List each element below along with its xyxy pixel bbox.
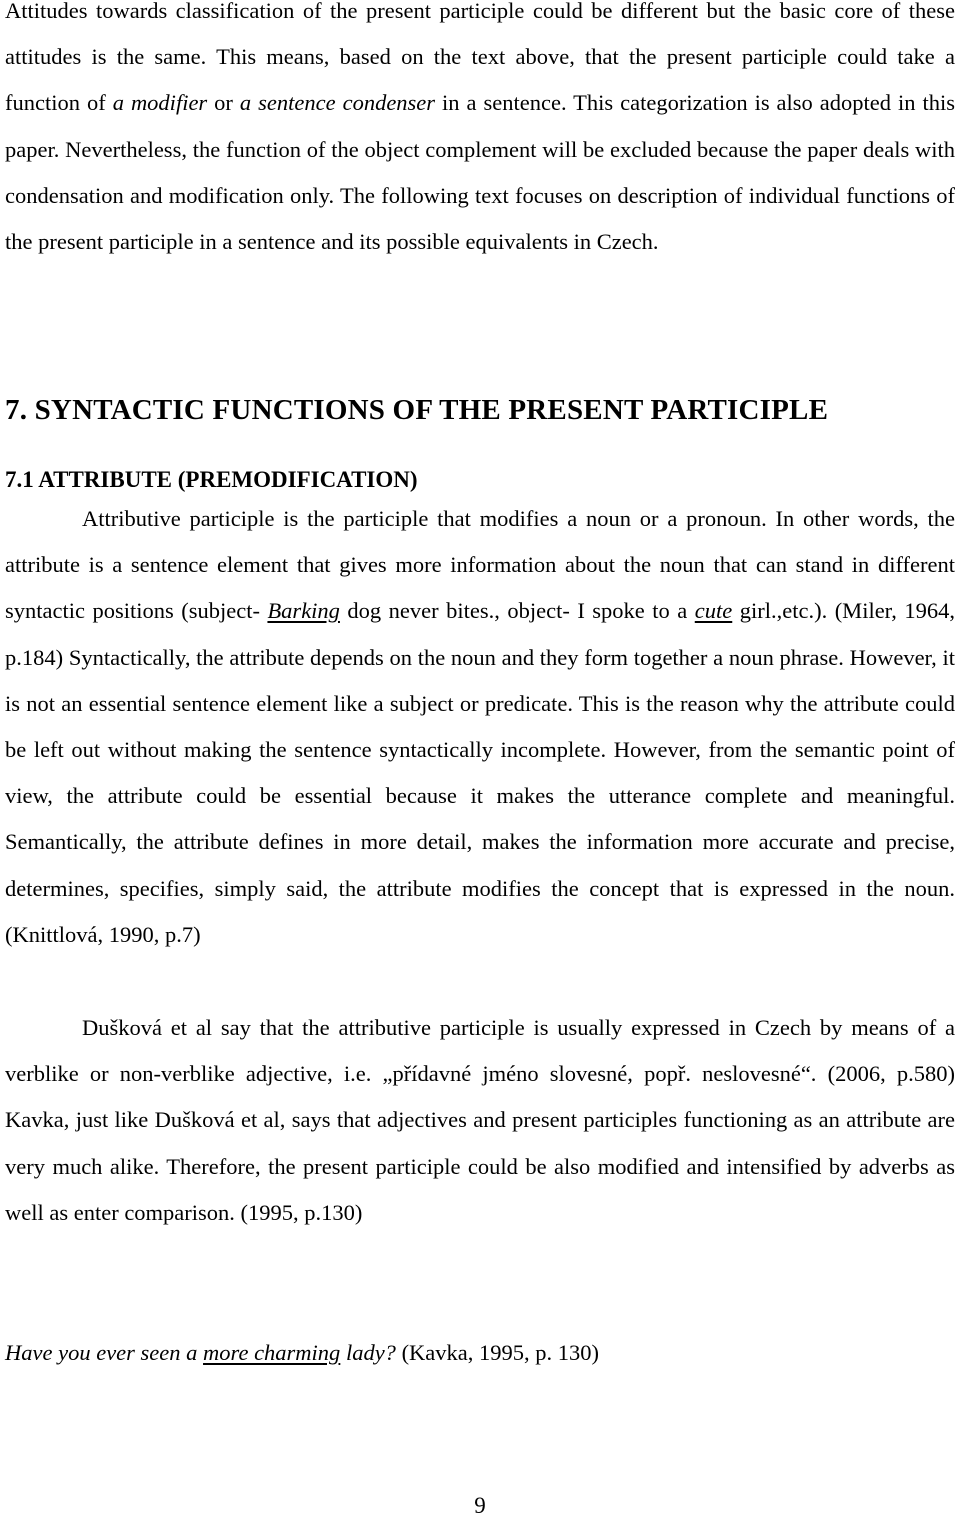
example-cute: cute <box>694 598 733 624</box>
duskova-paragraph: Dušková et al say that the attributive participle is usually expressed in Czech by means of a verblike or non-verblike adjective, i.e. „přídavné jméno slovesné, popř. neslovesné“. (2006, p.580) Kavka, just like Dušková et al, says that adjectives and present participles functioning as an attribute are very much alike. Therefore, the present participle could be also modified and intensified by adverbs as well as enter comparison. (1995, p.130) <box>5 1015 955 1225</box>
page-number: 9 <box>474 1493 486 1518</box>
example-text-after: lady? <box>340 1340 396 1365</box>
example-text-before: Have you ever seen a <box>5 1340 204 1365</box>
attribute-paragraph <box>5 496 955 958</box>
intro-text-1: Attitudes towards classification of the present participle could be different but the basic core of these attitudes is the same. This means, based on the text above, that the present participle could take a function of <box>5 0 955 116</box>
example-sentence <box>5 1330 599 1376</box>
subsection-heading: 7.1 ATTRIBUTE (PREMODIFICATION) <box>5 467 418 492</box>
attribute-text-3: girl.,etc.). (Miler, 1964, p.184) Syntactically, the attribute depends on the noun and they form together a noun phrase. However, it is not an essential sentence element like a subject or predicate. This is the reason why the attribute could be left out without making the sentence syntactically incomplete. However, from the semantic point of view, the attribute could be essential because it makes the utterance complete and meaningful. Semantically, the attribute defines in more detail, makes the information more accurate and precise, determines, specifies, simply said, the attribute modifies the concept that is expressed in the noun. (Knittlová, 1990, p.7) <box>5 598 956 947</box>
intro-text-2: or <box>207 90 240 116</box>
example-barking: Barking <box>267 598 340 624</box>
term-sentence-condenser: a sentence condenser <box>239 90 436 116</box>
example-citation: (Kavka, 1995, p. 130) <box>395 1340 600 1365</box>
term-modifier: a modifier <box>112 90 208 116</box>
section-heading: 7. SYNTACTIC FUNCTIONS OF THE PRESENT PARTICIPLE <box>5 394 829 426</box>
attribute-text-1: Attributive participle is the participle that modifies a noun or a pronoun. In other words, the attribute is a sentence element that gives more information about the noun that can stand in different syntactic positions (subject- <box>5 506 955 624</box>
attribute-text-2: dog never bites., object- I spoke to a <box>339 598 695 624</box>
intro-paragraph <box>5 0 955 265</box>
example-underlined: more charming <box>203 1340 341 1365</box>
intro-text-3: in a sentence. This categorization is also adopted in this paper. Nevertheless, the function of the object complement will be excluded because the paper deals with condensation and modification only. The following text focuses on description of individual functions of the present participle in a sentence and its possible equivalents in Czech. <box>5 90 955 255</box>
